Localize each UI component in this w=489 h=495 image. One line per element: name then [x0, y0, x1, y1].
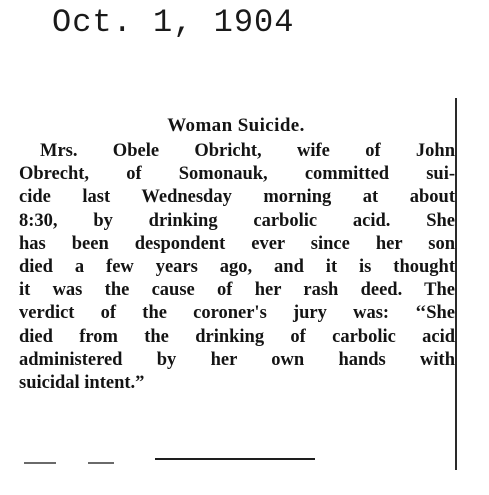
article-line: administered by her own hands with	[19, 349, 455, 370]
article-line: died a few years ago, and it is thought	[19, 257, 455, 278]
end-rule	[155, 458, 315, 460]
article-line: died from the drinking of carbolic acid	[19, 326, 455, 347]
article-line: suicidal intent.”	[19, 373, 145, 394]
article-line: it was the cause of her rash deed. The	[19, 280, 455, 301]
article-line: has been despondent ever since her son	[19, 233, 455, 254]
article-line: 8:30, by drinking carbolic acid. She	[19, 210, 455, 231]
date-label: Oct. 1, 1904	[52, 4, 295, 41]
faded-dash	[24, 462, 56, 464]
article-line: cide last Wednesday morning at about	[19, 187, 455, 208]
faded-dash	[88, 462, 114, 464]
article-line: Mrs. Obele Obricht, wife of John	[40, 141, 455, 161]
article-headline: Woman Suicide.	[167, 115, 305, 136]
article-line: verdict of the coroner's jury was: ‘‘She	[19, 303, 455, 324]
column-rule	[455, 98, 457, 470]
article-body	[19, 140, 455, 395]
article-line: Obrecht, of Somonauk, committed sui-	[19, 164, 455, 185]
